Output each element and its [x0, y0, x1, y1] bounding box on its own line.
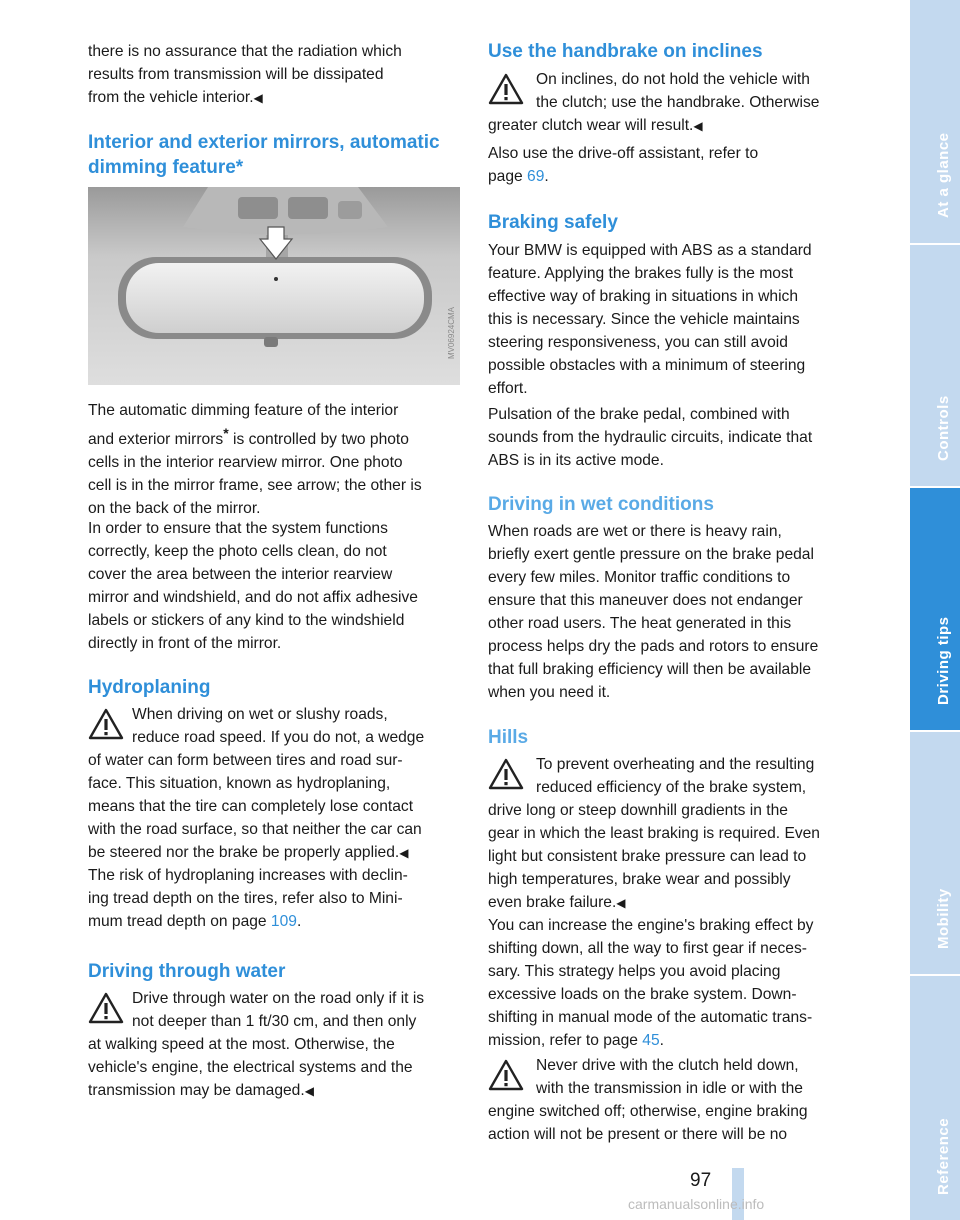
- page-number-bar: [732, 1168, 744, 1220]
- paragraph-abs: Your BMW is equipped with ABS as a standard feature. Applying the brakes fully is the most effective way of braking in situations in which this is necessary. Since the vehicle maintains steering responsiveness, you can still avoid possible obstacles with a minimum of steering effort.: [488, 242, 812, 397]
- mirror-figure: [88, 187, 460, 385]
- paragraph-tread-depth: The risk of hydroplaning increases with declin- ing tread depth on the tires, refer also to Mini- mum tread depth on page 109.: [88, 867, 408, 930]
- page-link-45[interactable]: 45: [642, 1032, 660, 1049]
- page-number: 97: [690, 1170, 712, 1191]
- page-link-109[interactable]: 109: [270, 913, 297, 930]
- warning-triangle-icon: [488, 73, 524, 106]
- tab-at-a-glance[interactable]: At a glance: [910, 0, 960, 245]
- paragraph-dimming: The automatic dimming feature of the interior and exterior mirrors* is controlled by two photo cells in the interior rearview mirror. One photo cell is in the mirror frame, see arrow; the other is on the back of the mirror.: [88, 402, 422, 518]
- warning-triangle-icon: [88, 708, 124, 741]
- heading-wet-conditions: Driving in wet conditions: [488, 494, 714, 515]
- tab-driving-tips[interactable]: Driving tips: [910, 488, 960, 732]
- heading-driving-through-water: Driving through water: [88, 961, 286, 982]
- heading-mirrors: Interior and exterior mirrors, automatic dimming feature*: [88, 132, 440, 178]
- warning-triangle-icon: [88, 992, 124, 1025]
- watermark: carmanualsonline.info: [628, 1196, 765, 1212]
- end-mark-icon: ◀: [304, 1084, 314, 1098]
- page-link-69[interactable]: 69: [527, 168, 545, 185]
- end-mark-icon: ◀: [399, 846, 409, 860]
- paragraph-drive-off-assistant: Also use the drive-off assistant, refer to page 69.: [488, 145, 759, 185]
- figure-code: MV06924CMA: [447, 307, 456, 360]
- mirror-illustration: [88, 187, 460, 385]
- paragraph-radiation: there is no assurance that the radiation which results from transmission will be dissipated from the vehicle interior.◀: [88, 43, 402, 106]
- warning-triangle-icon: [488, 758, 524, 791]
- paragraph-abs-active: Pulsation of the brake pedal, combined with sounds from the hydraulic circuits, indicate that ABS is in its active mode.: [488, 406, 813, 469]
- end-mark-icon: ◀: [693, 119, 703, 133]
- heading-handbrake: Use the handbrake on inclines: [488, 41, 763, 62]
- end-mark-icon: ◀: [616, 896, 626, 910]
- paragraph-photo-cells: In order to ensure that the system functions correctly, keep the photo cells clean, do not cover the area between the interior rearview mirror and windshield, and do not affix adhesive labels or stickers of any kind to the windshield directly in front of the mirror.: [88, 520, 418, 652]
- tab-controls[interactable]: Controls: [910, 245, 960, 488]
- heading-hydroplaning: Hydroplaning: [88, 677, 211, 698]
- heading-braking-safely: Braking safely: [488, 212, 618, 233]
- warning-triangle-icon: [488, 1059, 524, 1092]
- heading-hills: Hills: [488, 727, 529, 748]
- end-mark-icon: ◀: [253, 91, 263, 105]
- paragraph-wet-conditions: When roads are wet or there is heavy rain, briefly exert gentle pressure on the brake pedal every few miles. Monitor traffic conditions to ensure that this maneuver does not endanger other road users. The heat generated in this process helps dry the pads and rotors to ensure that full braking efficiency will then be available when you need it.: [488, 523, 819, 701]
- tab-reference[interactable]: Reference: [935, 1117, 952, 1195]
- tab-mobility[interactable]: Mobility: [910, 732, 960, 976]
- section-sidebar: [910, 0, 960, 1220]
- option-star: *: [223, 425, 229, 441]
- paragraph-engine-braking: You can increase the engine's braking effect by shifting down, all the way to first gear if neces- sary. This strategy helps you avoid placing excessive loads on the brake system. Down- shifting in manual mode of the automatic trans- mission, refer to page 45.: [488, 917, 814, 1049]
